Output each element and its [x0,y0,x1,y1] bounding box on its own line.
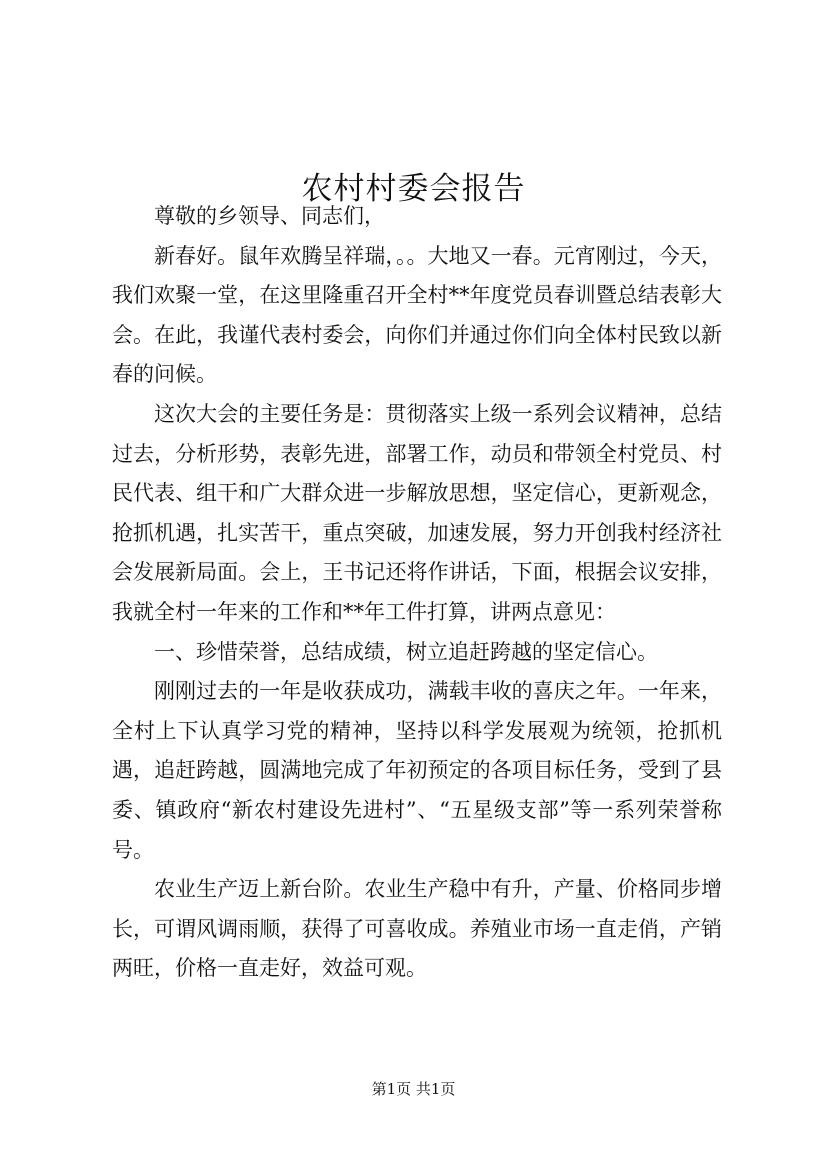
paragraph-agriculture: 农业生产迈上新台阶。农业生产稳中有升，产量、价格同步增长，可谓风调雨顺，获得了可喜收成。养殖业市场一直走俏，产销两旺，价格一直走好，效益可观。 [112,877,722,981]
paragraph-greeting: 新春好。鼠年欢腾呈祥瑞，。。大地又一春。元宵刚过，今天，我们欢聚一堂，在这里隆重召开全村**年度党员春训暨总结表彰大会。在此，我谨代表村委会，向你们并通过你们向全体村民致以新春的问候。 [112,243,722,387]
paragraph-salutation: 尊敬的乡领导、同志们， [154,204,385,228]
paragraph-achievements: 刚刚过去的一年是收获成功，满载丰收的喜庆之年。一年来，全村上下认真学习党的精神，坚持以科学发展观为统领，抢抓机遇，追赶跨越，圆满地完成了年初预定的各项目标任务，受到了县委、镇政府“新农村建设先进村”、“五星级支部”等一系列荣誉称号。 [112,679,722,862]
page-number-footer: 第1页 共1页 [371,1080,456,1098]
paragraph-meeting-tasks: 这次大会的主要任务是：贯彻落实上级一系列会议精神，总结过去，分析形势，表彰先进，部署工作，动员和带领全村党员、村民代表、组干和广大群众进一步解放思想，坚定信心，更新观念，抢抓机遇，扎实苦干，重点突破，加速发展，努力开创我村经济社会发展新局面。会上，王书记还将作讲话，下面，根据会议安排，我就全村一年来的工作和**年工件打算，讲两点意见： [112,401,722,624]
section-heading-one: 一、珍惜荣誉，总结成绩，树立追赶跨越的坚定信心。 [154,639,658,664]
document-body [112,197,722,989]
document-title: 农村村委会报告 [301,170,526,207]
